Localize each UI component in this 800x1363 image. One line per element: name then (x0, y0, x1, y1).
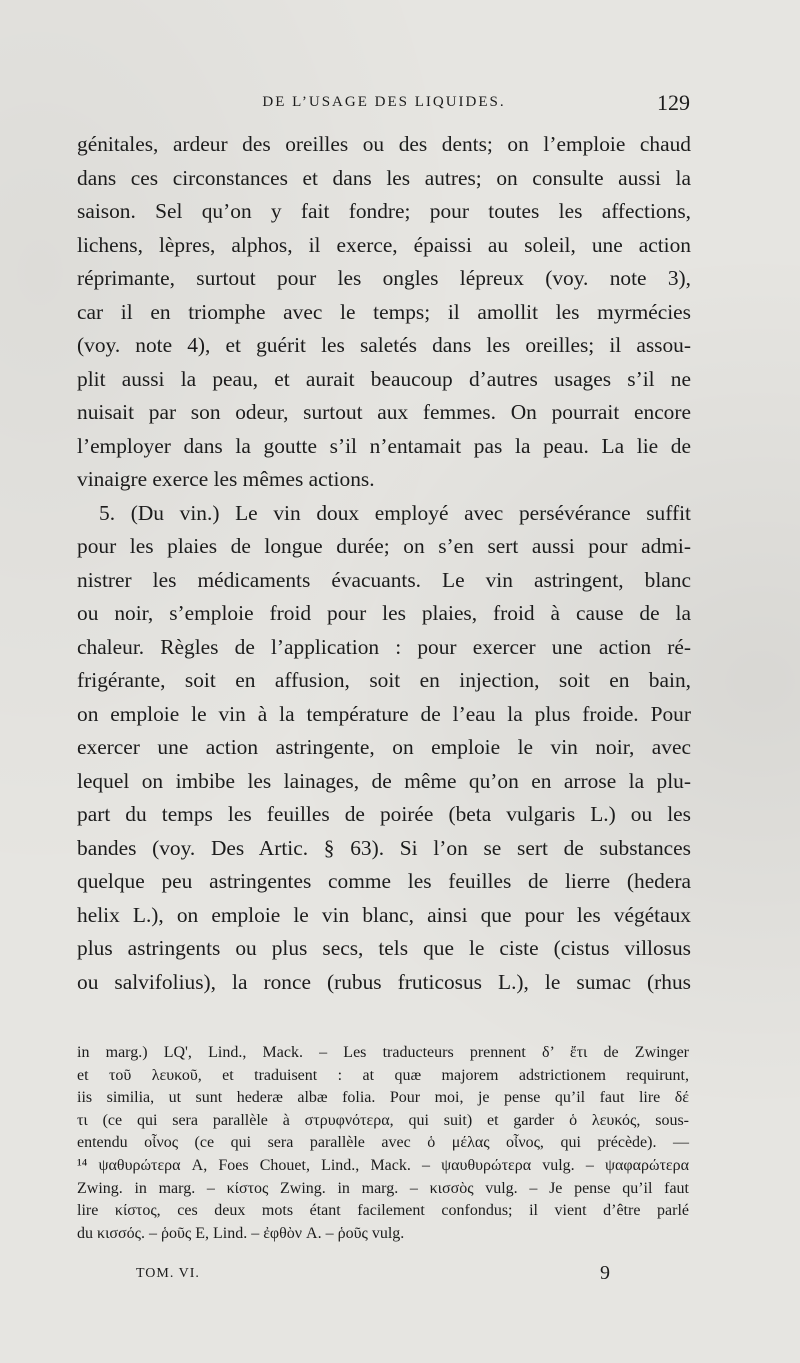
body-line: l’employer dans la goutte s’il n’entamait pas la peau. La lie de (77, 433, 691, 458)
body-line: exercer une action astringente, on emploie le vin noir, avec (77, 735, 691, 759)
footnote-line: τι (ce qui sera parallèle à στρυφνότερα, qui suit) et garder ὁ λευκός, sous- (77, 1111, 689, 1129)
body-line: chaleur. Règles de l’application : pour exercer une action ré- (77, 634, 691, 659)
body-line: saison. Sel qu’on y fait fondre; pour toutes les affections, (77, 199, 691, 223)
body-line: bandes (voy. Des Artic. § 63). Si l’on se sert de substances (77, 835, 691, 860)
footnote-line: du κισσός. – ῥοῦς E, Lind. – ἐφθὸν A. – ῥοῦς vulg. (77, 1224, 405, 1242)
footnote-line: Zwing. in marg. – κίστος Zwing. in marg. – κισσὸς vulg. – Je pense qu’il faut (77, 1179, 689, 1197)
body-line: (voy. note 4), et guérit les saletés dans les oreilles; il assou- (77, 333, 691, 357)
running-head-title: DE L’USAGE DES LIQUIDES. (262, 94, 506, 110)
volume-signature: TOM. VI. (136, 1266, 200, 1281)
body-line: vinaigre exerce les mêmes actions. (77, 467, 375, 491)
body-line: réprimante, surtout pour les ongles lépreux (voy. note 3), (77, 266, 691, 290)
body-line: dans ces circonstances et dans les autres; on consulte aussi la (77, 165, 691, 190)
page-number: 129 (657, 90, 690, 115)
body-line: 5. (Du vin.) Le vin doux employé avec persévérance suffit (99, 500, 691, 525)
running-head (78, 90, 690, 118)
footnote-line: entendu οἶνος (ce qui sera parallèle avec ὁ μέλας οἶνος, qui précède). — (77, 1134, 689, 1152)
body-line: frigérante, soit en affusion, soit en injection, soit en bain, (77, 668, 691, 692)
body-line: ou noir, s’emploie froid pour les plaies, froid à cause de la (77, 601, 691, 625)
body-line: nuisait par son odeur, surtout aux femmes. On pourrait encore (77, 400, 691, 424)
body-line: lequel on imbibe les lainages, de même qu’on en arrose la plu- (77, 768, 691, 793)
body-line: plus astringents ou plus secs, tels que le ciste (cistus villosus (77, 936, 691, 960)
footnote-line: in marg.) LQ', Lind., Mack. – Les traducteurs prennent δ’ ἔτι de Zwinger (77, 1044, 689, 1061)
body-text (77, 128, 691, 999)
footnote-line: ¹⁴ ψαθυρώτερα A, Foes Chouet, Lind., Mack. – ψαυθυρώτερα vulg. – ψαφαρώτερα (77, 1156, 689, 1174)
body-line: pour les plaies de longue durée; on s’en sert aussi pour admi- (77, 534, 691, 558)
footnote-line: lire κίστος, ces deux mots étant facilement confondus; il vient d’être parlé (77, 1202, 689, 1220)
footnote-line: et τοῦ λευκοῦ, et traduisent : at quæ majorem adstrictionem requirunt, (77, 1066, 689, 1084)
body-line: on emploie le vin à la température de l’eau la plus froide. Pour (77, 701, 691, 726)
body-line: helix L.), on emploie le vin blanc, ainsi que pour les végétaux (77, 902, 691, 927)
footnote-line: iis similia, ut sunt hederæ albæ folia. Pour moi, je pense qu’il faut lire δέ (77, 1089, 689, 1107)
body-line: lichens, lèpres, alphos, il exerce, épaissi au soleil, une action (77, 232, 691, 257)
body-line: quelque peu astringentes comme les feuilles de lierre (hedera (77, 869, 691, 893)
body-line: car il en triomphe avec le temps; il amollit les myrmécies (77, 299, 691, 324)
body-line: part du temps les feuilles de poirée (beta vulgaris L.) ou les (77, 802, 691, 826)
body-line: génitales, ardeur des oreilles ou des dents; on l’emploie chaud (77, 132, 691, 156)
body-line: nistrer les médicaments évacuants. Le vin astringent, blanc (77, 567, 691, 592)
footnotes (77, 1042, 689, 1245)
body-line: ou salvifolius), la ronce (rubus fruticosus L.), le sumac (rhus (77, 969, 691, 994)
body-line: plit aussi la peau, et aurait beaucoup d’autres usages s’il ne (77, 366, 691, 391)
gathering-mark: 9 (600, 1262, 610, 1284)
